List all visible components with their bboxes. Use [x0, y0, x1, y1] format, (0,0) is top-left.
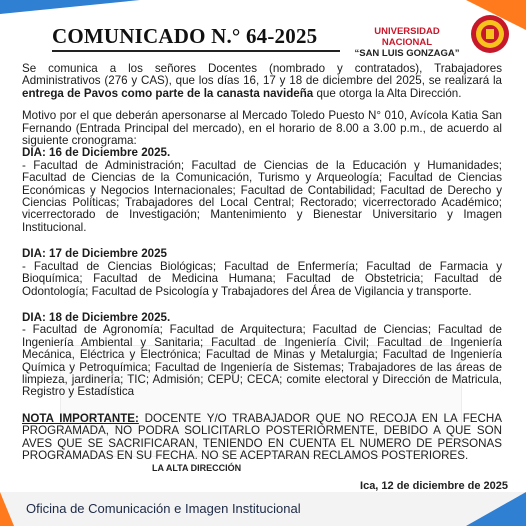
university-name-line2: “SAN LUIS GONZAGA” [354, 48, 460, 59]
schedule-day-2 [22, 248, 502, 298]
day-units: - Facultad de Agronomía; Facultad de Arquitectura; Facultad de Ciencias; Facultad de Ingeniería Ambiental y Sanitaria; Facultad de Ingeniería Civil; Facultad de Ingeniería Mecánica, Eléctrica y Electrónica; Facultad de Minas y Metalurgia; Facultad de Ingeniería Química y Petroquímica; Facultad de Ingeniería de Sistemas; Trabajadores de las áreas de limpieza, jardinería; TIC; Admisión; CEPU; CECA; comite electoral y Dirección de Matricula, Registro y Estadística [22, 323, 502, 399]
intro-highlight: entrega de Pavos como parte de la canasta navideña [22, 86, 314, 100]
footer-orange-accent [0, 492, 14, 526]
note-label: NOTA IMPORTANTE: [22, 411, 139, 425]
university-seal-icon [470, 14, 510, 54]
footer-office-name: Oficina de Comunicación e Imagen Institucional [26, 501, 301, 516]
day-units: - Facultad de Ciencias Biológicas; Facultad de Enfermería; Facultad de Farmacia y Bioquímica; Facultad de Medicina Humana; Facultad de Obstetricia; Facultad de Odontología; Facultad de Psicología y Trabajadores del Área de Vigilancia y transporte. [22, 259, 502, 298]
top-left-blue-accent [0, 0, 140, 14]
schedule-day-1 [22, 147, 502, 234]
important-note [22, 413, 502, 463]
title-underline [52, 50, 340, 52]
university-name [348, 26, 466, 59]
schedule-day-3 [22, 312, 502, 399]
issue-date: Ica, 12 de diciembre de 2025 [360, 480, 508, 492]
note-text: DOCENTE Y/O TRABAJADOR QUE NO RECOJA EN LA FECHA PROGRAMADA, NO PODRA SOLICITARLO POSTERIORMENTE, DEBIDO A QUE SON AVES QUE SE SACRIFICARAN, TENIENDO EN CUENTA EL NUMERO DE PERSONAS PROGRAMADAS EN SU FECHA. NO SE ACEPTARAN RECLAMOS POSTERIORES. [22, 411, 503, 462]
footer-blue-accent [466, 492, 526, 526]
communique-body [22, 63, 502, 472]
location-paragraph: Motivo por el que deberán apersonarse al Mercado Toledo Puesto N° 010, Avícola Katia San Fernando (Entrada Principal del mercado), en el horario de 8.00 a 3.00 p.m., de acuerdo al siguiente cronograma: [22, 109, 502, 148]
intro-paragraph: Se comunica a los señores Docentes (nombrado y contratados), Trabajadores Administrativos (276 y CAS), que los días 16, 17 y 18 de diciembre del 2025, se realizará la entrega de Pavos como parte de la canasta navideña que otorga la Alta Dirección. [22, 62, 502, 100]
day-title: DIA: 16 de Diciembre 2025. [22, 146, 171, 160]
day-units: - Facultad de Administración; Facultad de Ciencias de la Educación y Humanidades; Facultad de Ciencias de la Comunicación, Turismo y Arqueología; Facultad de Ciencias Económicas y Negocios Internacionales; Facultad de Contabilidad; Facultad de Derecho y Ciencias Políticas; Trabajadores del Local Central; Rectorado; vicerrectorado Académico; vicerrectorado de Investigación; Mantenimiento y Bienestar Universitario y Imagen Institucional. [22, 158, 502, 234]
day-title: DIA: 18 de Diciembre 2025. [22, 310, 171, 324]
university-name-line1: UNIVERSIDAD NACIONAL [374, 26, 440, 48]
footer [0, 492, 526, 526]
signature: LA ALTA DIRECCIÓN [152, 463, 242, 473]
page-title: COMUNICADO N.° 64-2025 [52, 24, 318, 48]
day-title: DIA: 17 de Diciembre 2025 [22, 247, 167, 261]
